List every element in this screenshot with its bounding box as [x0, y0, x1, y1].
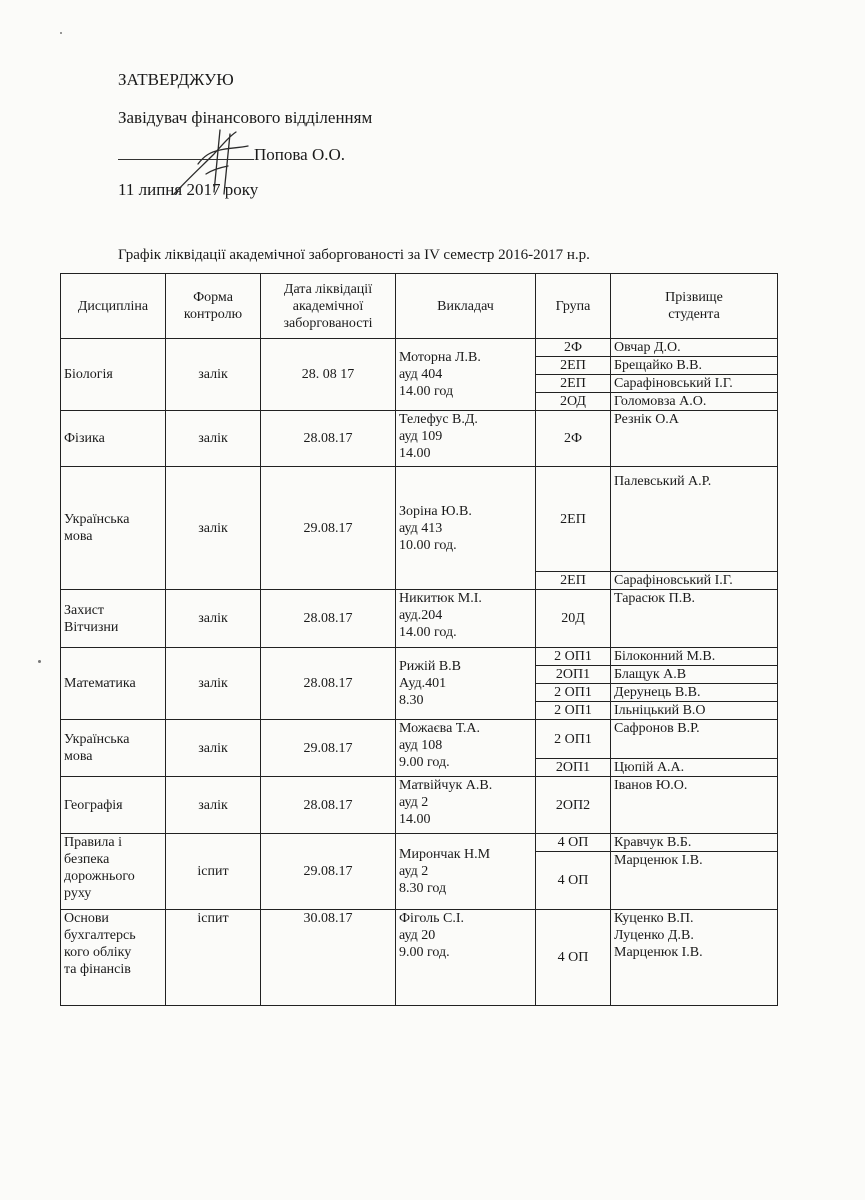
cell-group: 2ОП1	[536, 666, 611, 684]
table-row	[61, 834, 778, 852]
cell-group: 2 ОП1	[536, 720, 611, 759]
cell-teacher: Фіголь С.І. ауд 20 9.00 год.	[396, 910, 536, 1006]
cell-teacher: Телефус В.Д. ауд 109 14.00	[396, 411, 536, 467]
cell-discipline: Географія	[61, 777, 166, 834]
cell-discipline: Українська мова	[61, 720, 166, 777]
cell-student: Голомовза А.О.	[611, 393, 778, 411]
cell-student: Кравчук В.Б.	[611, 834, 778, 852]
cell-student: Брещайко В.В.	[611, 357, 778, 375]
cell-student: Куценко В.П. Луценко Д.В. Марценюк І.В.	[611, 910, 778, 1006]
cell-teacher: Рижій В.В Ауд.401 8.30	[396, 648, 536, 720]
cell-group: 2 ОП1	[536, 702, 611, 720]
schedule-table	[60, 273, 778, 1006]
cell-form: залік	[166, 648, 261, 720]
cell-group: 2ЕП	[536, 375, 611, 393]
cell-date: 29.08.17	[261, 720, 396, 777]
table-row	[61, 910, 778, 1006]
cell-teacher: Зоріна Ю.В. ауд 413 10.00 год.	[396, 467, 536, 590]
scan-speck	[60, 32, 62, 34]
cell-form: залік	[166, 777, 261, 834]
cell-discipline: Основи бухгалтерсь кого обліку та фінансів	[61, 910, 166, 1006]
cell-student: Сафронов В.Р.	[611, 720, 778, 759]
cell-group: 4 ОП	[536, 852, 611, 910]
cell-group: 4 ОП	[536, 834, 611, 852]
cell-student: Палевський А.Р.	[611, 467, 778, 572]
cell-date: 28. 08 17	[261, 339, 396, 411]
header-date: Дата ліквідації академічної заборгованості	[261, 274, 396, 339]
approval-heading: ЗАТВЕРДЖУЮ	[118, 70, 234, 89]
cell-student: Сарафіновський І.Г.	[611, 375, 778, 393]
handwritten-signature	[168, 124, 258, 204]
cell-teacher: Можаєва Т.А. ауд 108 9.00 год.	[396, 720, 536, 777]
cell-group: 4 ОП	[536, 910, 611, 1006]
cell-discipline: Фізика	[61, 411, 166, 467]
cell-teacher: Моторна Л.В. ауд 404 14.00 год	[396, 339, 536, 411]
cell-form: іспит	[166, 834, 261, 910]
header-group: Група	[536, 274, 611, 339]
cell-date: 29.08.17	[261, 467, 396, 590]
cell-date: 29.08.17	[261, 834, 396, 910]
cell-group: 2 ОП1	[536, 684, 611, 702]
header-form: Форма контролю	[166, 274, 261, 339]
cell-group: 2Ф	[536, 339, 611, 357]
cell-student: Цюпій А.А.	[611, 759, 778, 777]
cell-teacher: Матвійчук А.В. ауд 2 14.00	[396, 777, 536, 834]
cell-student: Овчар Д.О.	[611, 339, 778, 357]
header-discipline: Дисципліна	[61, 274, 166, 339]
header-teacher: Викладач	[396, 274, 536, 339]
cell-form: залік	[166, 339, 261, 411]
cell-discipline: Біологія	[61, 339, 166, 411]
cell-discipline: Математика	[61, 648, 166, 720]
cell-group: 2Ф	[536, 411, 611, 467]
cell-discipline: Захист Вітчизни	[61, 590, 166, 648]
table-row	[61, 339, 778, 357]
cell-date: 28.08.17	[261, 777, 396, 834]
cell-teacher: Никитюк М.І. ауд.204 14.00 год.	[396, 590, 536, 648]
header-student: Прізвище студента	[611, 274, 778, 339]
cell-student: Ільніцький В.О	[611, 702, 778, 720]
cell-student: Сарафіновський І.Г.	[611, 572, 778, 590]
cell-student: Дерунець В.В.	[611, 684, 778, 702]
cell-date: 28.08.17	[261, 411, 396, 467]
cell-date: 30.08.17	[261, 910, 396, 1006]
cell-group: 20Д	[536, 590, 611, 648]
cell-group: 2ЕП	[536, 572, 611, 590]
scan-speck	[38, 660, 41, 663]
table-row	[61, 777, 778, 834]
cell-date: 28.08.17	[261, 590, 396, 648]
cell-student: Білоконний М.В.	[611, 648, 778, 666]
cell-discipline: Українська мова	[61, 467, 166, 590]
cell-discipline: Правила і безпека дорожнього руху	[61, 834, 166, 910]
approver-name: Попова О.О.	[254, 145, 346, 164]
cell-group: 2 ОП1	[536, 648, 611, 666]
cell-date: 28.08.17	[261, 648, 396, 720]
cell-student: Іванов Ю.О.	[611, 777, 778, 834]
table-row	[61, 648, 778, 666]
table-row	[61, 467, 778, 572]
cell-form: залік	[166, 720, 261, 777]
cell-form: іспит	[166, 910, 261, 1006]
table-row	[61, 411, 778, 467]
cell-teacher: Мирончак Н.М ауд 2 8.30 год	[396, 834, 536, 910]
cell-student: Марценюк І.В.	[611, 852, 778, 910]
table-header-row	[61, 274, 778, 339]
cell-group: 2ОП2	[536, 777, 611, 834]
cell-form: залік	[166, 467, 261, 590]
table-row	[61, 720, 778, 759]
cell-group: 2ЕП	[536, 357, 611, 375]
approval-date: 11 липня 2017 року	[118, 180, 259, 199]
cell-group: 2ЕП	[536, 467, 611, 572]
cell-student: Блащук А.В	[611, 666, 778, 684]
cell-group: 2ОП1	[536, 759, 611, 777]
approver-position: Завідувач фінансового відділенням	[118, 108, 373, 127]
document-title: Графік ліквідації академічної заборгованості за IV семестр 2016-2017 н.р.	[118, 247, 590, 263]
cell-form: залік	[166, 411, 261, 467]
cell-form: залік	[166, 590, 261, 648]
cell-student: Тарасюк П.В.	[611, 590, 778, 648]
cell-group: 2ОД	[536, 393, 611, 411]
cell-student: Резнік О.А	[611, 411, 778, 467]
table-row	[61, 590, 778, 648]
